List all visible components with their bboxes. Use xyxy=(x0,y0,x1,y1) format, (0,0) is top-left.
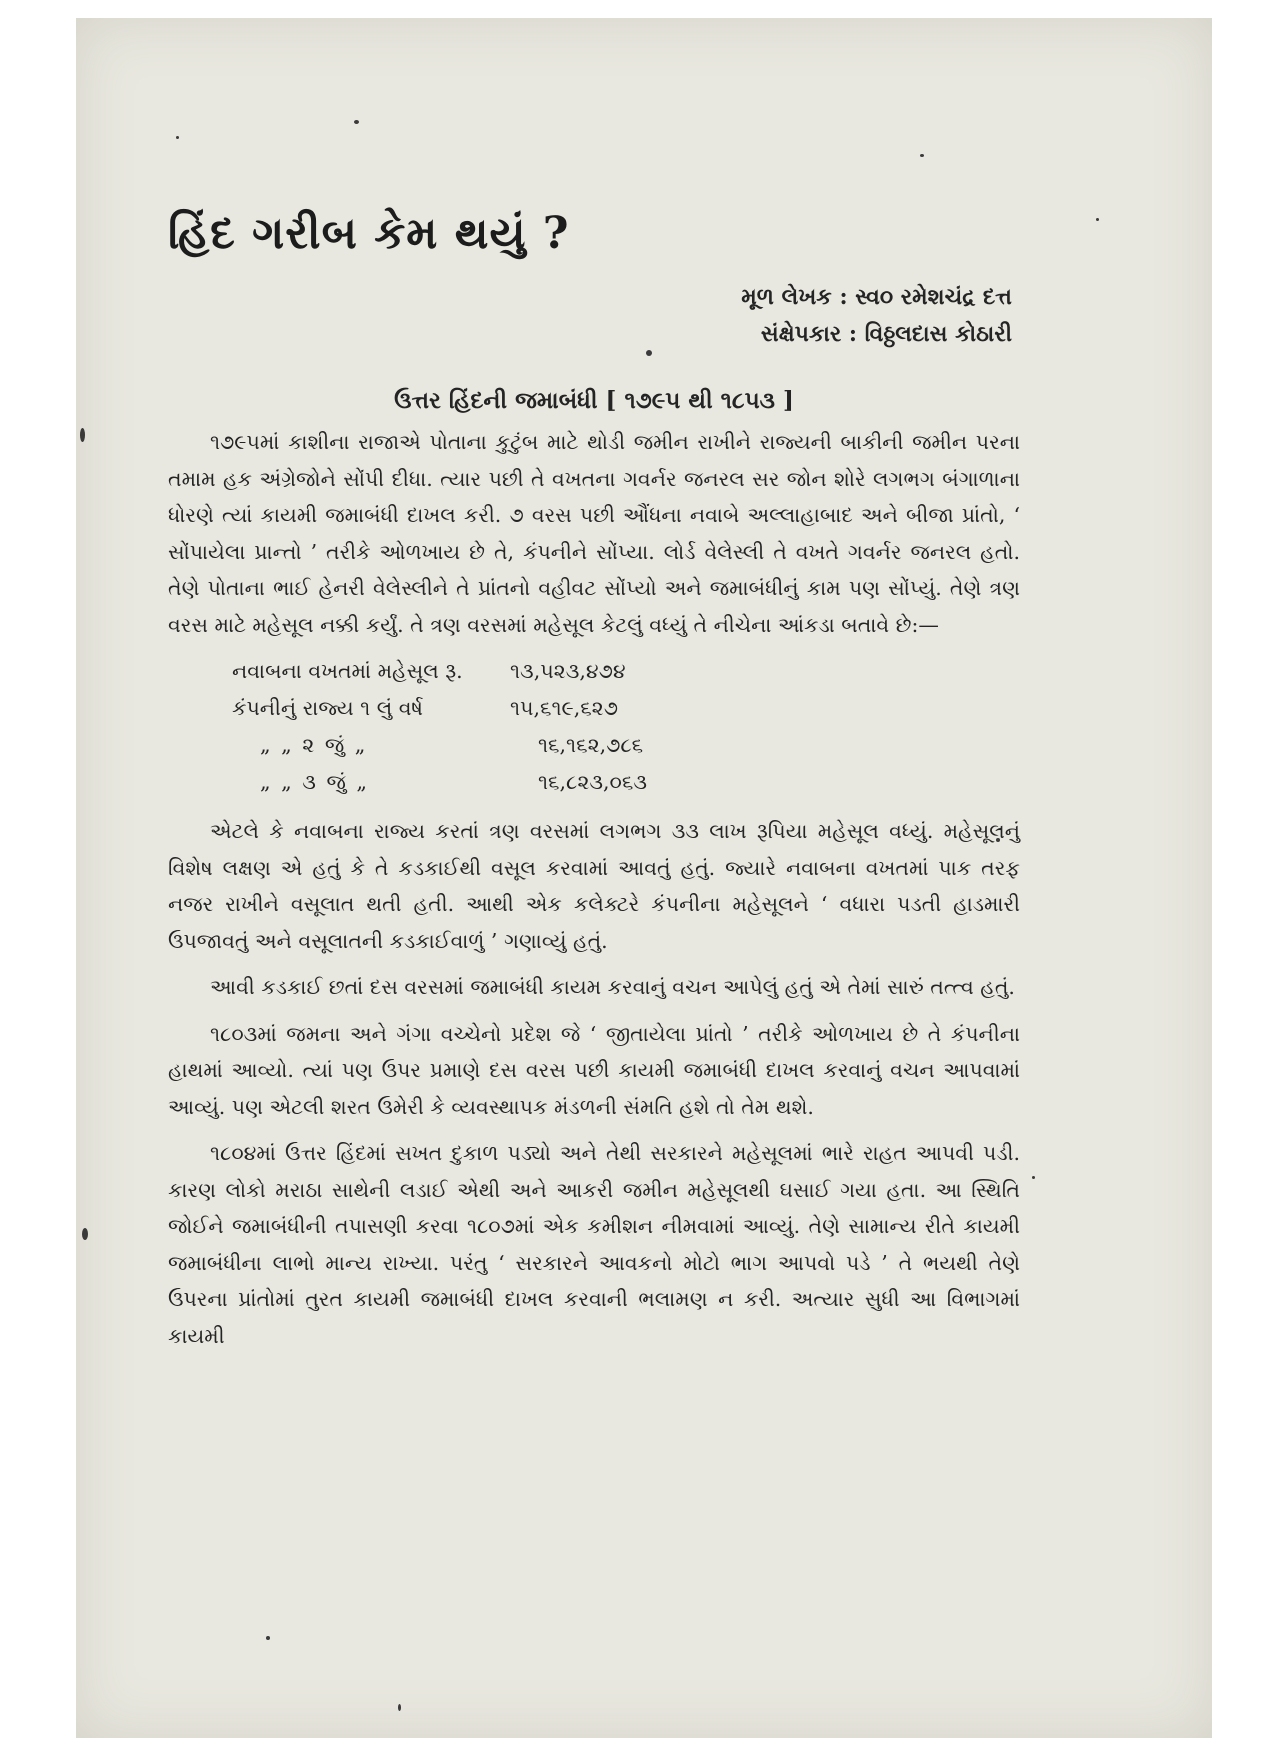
credits xyxy=(168,279,1012,353)
ink-speck xyxy=(1096,218,1099,221)
abridger: સંક્ષેપકાર : વિઠ્ઠલદાસ કોઠારી xyxy=(760,321,1012,347)
revenue-row xyxy=(232,690,1020,727)
revenue-table xyxy=(232,653,1020,801)
ink-speck xyxy=(266,1636,270,1640)
paragraph-3: આવી કડકાઈ છતાં દસ વરસમાં જમાબંધી કાયમ કરવાનું વચન આપેલું હતું એ તેમાં સારું તત્ત્વ હતું. xyxy=(210,975,1015,999)
article-title: હિંદ ગરીબ કેમ થયું ? xyxy=(168,208,570,259)
ink-speck xyxy=(1032,1176,1035,1179)
paragraph-1: ૧૭૯૫માં કાશીના રાજાએ પોતાના કુટુંબ માટે થોડી જમીન રાખીને રાજ્યની બાકીની જમીન પરના તમામ હક અંગ્રેજોને સોંપી દીધા. ત્યાર પછી તે વખતના ગવર્નર જનરલ સર જોન શોરે લગભગ બંગાળાના ધોરણે ત્યાં કાયમી જમાબંધી દાખલ કરી. ૭ વરસ પછી ઔંધના નવાબે અલ્લાહાબાદ અને બીજા પ્રાંતો, ‘ સોંપાયેલા પ્રાન્તો ’ તરીકે ઓળખાય છે તે, કંપનીને સોંપ્યા. લોર્ડ વેલેસ્લી તે વખતે ગવર્નર જનરલ હતો. તેણે પોતાના ભાઈ હેનરી વેલેસ્લીને તે પ્રાંતનો વહીવટ સોંપ્યો અને જમાબંધીનું કામ પણ સોંપ્યું. તેણે ત્રણ વરસ માટે મહેસૂલ નક્કી કર્યું. તે ત્રણ વરસમાં મહેસૂલ કેટલું વધ્યું તે નીચેના આંકડા બતાવે છે:— xyxy=(168,430,1020,637)
paragraph-2: એટલે કે નવાબના રાજ્ય કરતાં ત્રણ વરસમાં લગભગ ૩૩ લાખ રૂપિયા મહેસૂલ વધ્યું. મહેસૂલનું વિશેષ લક્ષણ એ હતું કે તે કડકાઈથી વસૂલ કરવામાં આવતું હતું. જ્યારે નવાબના વખતમાં પાક તરફ નજર રાખીને વસૂલાત થતી હતી. આથી એક કલેક્ટરે કંપનીના મહેસૂલને ‘ વધારા પડતી હાડમારી ઉપજાવતું અને વસૂલાતની કડકાઈવાળું ’ ગણાવ્યું હતું. xyxy=(168,819,1020,953)
paragraph-4: ૧૮૦૩માં જમના અને ગંગા વચ્ચેનો પ્રદેશ જે ‘ જીતાયેલા પ્રાંતો ’ તરીકે ઓળખાય છે તે કંપનીના હાથમાં આવ્યો. ત્યાં પણ ઉપર પ્રમાણે દસ વરસ પછી કાયમી જમાબંધી દાખલ કરવાનું વચન આપવામાં આવ્યું. પણ એટલી શરત ઉમેરી કે વ્યવસ્થાપક મંડળની સંમતિ હશે તો તેમ થશે. xyxy=(168,1021,1020,1119)
ink-speck xyxy=(398,1704,401,1711)
ink-speck xyxy=(920,154,924,157)
revenue-value: ૧૬,૮૨૩,૦૬૩ xyxy=(538,770,647,794)
revenue-label: નવાબના વખતમાં મહેસૂલ રૂ. xyxy=(232,659,463,683)
revenue-label: „ „ ૨ જું „ xyxy=(260,733,368,757)
section-heading: ઉત્તર હિંદની જમાબંધી [ ૧૭૯૫ થી ૧૮૫૩ ] xyxy=(394,387,794,414)
paragraph-5: ૧૮૦૪માં ઉત્તર હિંદમાં સખત દુકાળ પડ્યો અને તેથી સરકારને મહેસૂલમાં ભારે રાહત આપવી પડી. કારણ લોકો મરાઠા સાથેની લડાઈ એથી અને આકરી જમીન મહેસૂલથી ઘસાઈ ગયા હતા. આ સ્થિતિ જોઈને જમાબંધીની તપાસણી કરવા ૧૮૦૭માં એક કમીશન નીમવામાં આવ્યું. તેણે સામાન્ય રીતે કાયમી જમાબંધીના લાભો માન્ય રાખ્યા. પરંતુ ‘ સરકારને આવકનો મોટો ભાગ આપવો પડે ’ તે ભયથી તેણે ઉપરના પ્રાંતોમાં તુરત કાયમી જમાબંધી દાખલ કરવાની ભલામણ ન કરી. અત્યાર સુધી આ વિભાગમાં કાયમી xyxy=(168,1141,1020,1348)
ink-speck xyxy=(176,136,179,139)
revenue-label: કંપનીનું રાજ્ય ૧ લું વર્ષ xyxy=(232,696,423,720)
revenue-value: ૧૬,૧૬૨,૭૮૬ xyxy=(538,733,644,757)
revenue-label: „ „ ૩ જું „ xyxy=(260,770,369,794)
ink-speck xyxy=(80,428,85,442)
document-body xyxy=(168,180,1020,1364)
revenue-value: ૧૫,૬૧૯,૬૨૭ xyxy=(510,696,618,720)
ink-speck xyxy=(354,120,359,124)
revenue-value: ૧૩,૫૨૩,૪૭૪ xyxy=(510,659,626,683)
revenue-row xyxy=(232,727,1020,764)
original-author: મૂળ લેખક : સ્વ૦ રમેશચંદ્ર દત્ત xyxy=(741,284,1012,310)
ink-speck xyxy=(82,1228,88,1240)
revenue-row xyxy=(232,764,1020,801)
revenue-row xyxy=(232,653,1020,690)
